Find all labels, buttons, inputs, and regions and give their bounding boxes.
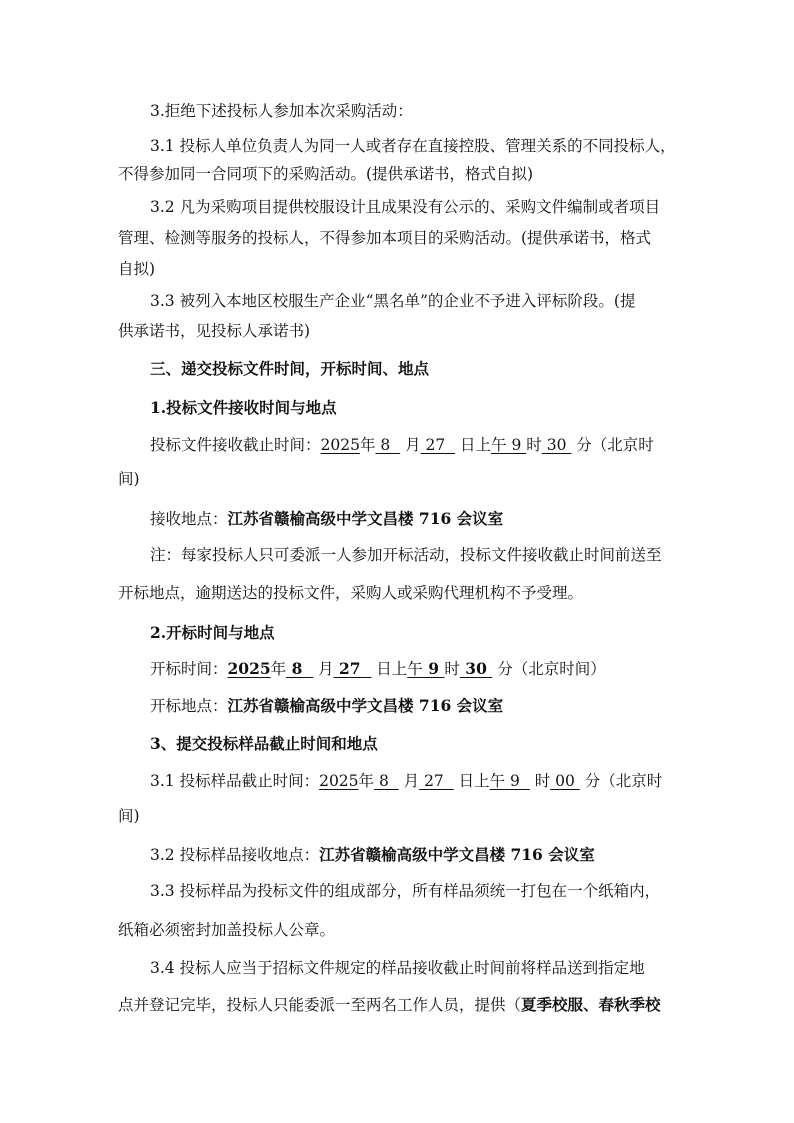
day-value: 27 xyxy=(419,772,454,790)
location-value: 江苏省赣榆高级中学文昌楼 716 会议室 xyxy=(227,509,504,528)
unit: 年 xyxy=(358,772,375,790)
receipt-deadline-line xyxy=(150,434,654,456)
label: 开标地点： xyxy=(150,697,228,715)
section-heading: 三、递交投标文件时间，开标时间、地点 xyxy=(150,359,430,378)
month-value: 8 xyxy=(375,436,401,454)
sample-location-line xyxy=(150,844,595,866)
paragraph-line: 3.3 被列入本地区校服生产企业“黑名单”的企业不予进入评标阶段。(提 xyxy=(150,292,636,310)
paragraph-line: 自拟) xyxy=(118,260,156,278)
unit: 月 xyxy=(400,436,421,454)
subsection-heading: 3、提交投标样品截止时间和地点 xyxy=(150,734,378,753)
label: 开标时间： xyxy=(150,660,228,678)
unit: 时 xyxy=(526,436,542,454)
day-value: 27 xyxy=(333,659,372,678)
paragraph-line: 不得参加同一合同项下的采购活动。(提供承诺书，格式自拟) xyxy=(118,165,534,183)
unit: 日上 xyxy=(453,772,490,790)
unit: 年 xyxy=(359,436,376,454)
paragraph-line: 3.3 投标样品为投标文件的组成部分，所有样品须统一打包在一个纸箱内， xyxy=(150,882,661,900)
label: 3.1 投标样品截止时间： xyxy=(150,772,320,790)
year-value: 2025 xyxy=(319,772,359,790)
day-value: 27 xyxy=(420,436,456,454)
minute-value: 30 xyxy=(541,436,572,454)
label: 接收地点： xyxy=(150,510,228,528)
hour-value: 9 xyxy=(422,659,445,678)
month-value: 8 xyxy=(286,659,314,678)
unit: 日上 xyxy=(371,660,408,678)
paragraph-line: 管理、检测等服务的投标人，不得参加本项目的采购活动。(提供承诺书，格式 xyxy=(118,229,652,247)
subsection-heading: 2.开标时间与地点 xyxy=(150,623,275,642)
unit: 分（北京时间） xyxy=(492,660,606,678)
subsection-heading: 1.投标文件接收时间与地点 xyxy=(150,398,337,417)
unit: 月 xyxy=(398,772,420,790)
paragraph-line xyxy=(118,994,661,1016)
label: 3.2 投标样品接收地点： xyxy=(150,846,320,864)
paragraph-line: 3.1 投标人单位负责人为同一人或者存在直接控股、管理关系的不同投标人， xyxy=(150,137,676,155)
paragraph-line: 纸箱必须密封加盖投标人公章。 xyxy=(118,921,336,939)
hour-value: 9 xyxy=(505,772,530,790)
unit: 午 xyxy=(491,436,507,454)
paragraph-line: 3.4 投标人应当于招标文件规定的样品接收截止时间前将样品送到指定地 xyxy=(150,959,645,977)
location-value: 江苏省赣榆高级中学文昌楼 716 会议室 xyxy=(319,845,595,864)
sample-deadline-line xyxy=(150,770,662,792)
paragraph-line: 间) xyxy=(118,807,140,825)
minute-value: 30 xyxy=(459,659,493,678)
text-segment: 点并登记完毕，投标人只能委派一至两名工作人员，提供（ xyxy=(118,996,522,1014)
receipt-location-line xyxy=(150,508,503,530)
year-value: 2025 xyxy=(227,659,271,678)
paragraph-line: 开标地点，逾期送达的投标文件，采购人或采购代理机构不予受理。 xyxy=(118,584,584,602)
hour-value: 9 xyxy=(506,436,527,454)
year-value: 2025 xyxy=(320,436,360,454)
location-value: 江苏省赣榆高级中学文昌楼 716 会议室 xyxy=(227,696,504,715)
unit: 午 xyxy=(407,660,423,678)
unit: 分（北京时 xyxy=(571,436,654,454)
text-segment-bold: 夏季校服、春秋季校 xyxy=(521,995,661,1014)
month-value: 8 xyxy=(374,772,399,790)
opening-time-line xyxy=(150,658,606,680)
label: 投标文件接收截止时间： xyxy=(150,436,321,454)
unit: 年 xyxy=(270,660,287,678)
minute-value: 00 xyxy=(550,772,580,790)
opening-location-line xyxy=(150,695,503,717)
unit: 时 xyxy=(529,772,551,790)
paragraph-line: 供承诺书，见投标人承诺书) xyxy=(118,322,311,340)
unit: 月 xyxy=(313,660,334,678)
paragraph-line: 3.2 凡为采购项目提供校服设计且成果没有公示的、采购文件编制或者项目 xyxy=(150,198,661,216)
unit: 日上 xyxy=(455,436,492,454)
unit: 时 xyxy=(444,660,460,678)
unit: 午 xyxy=(489,772,506,790)
unit: 分（北京时 xyxy=(579,772,663,790)
paragraph-line: 注：每家投标人只可委派一人参加开标活动，投标文件接收截止时间前送至 xyxy=(150,546,662,564)
paragraph-line: 3.拒绝下述投标人参加本次采购活动： xyxy=(150,102,413,120)
paragraph-line: 间) xyxy=(118,470,140,488)
